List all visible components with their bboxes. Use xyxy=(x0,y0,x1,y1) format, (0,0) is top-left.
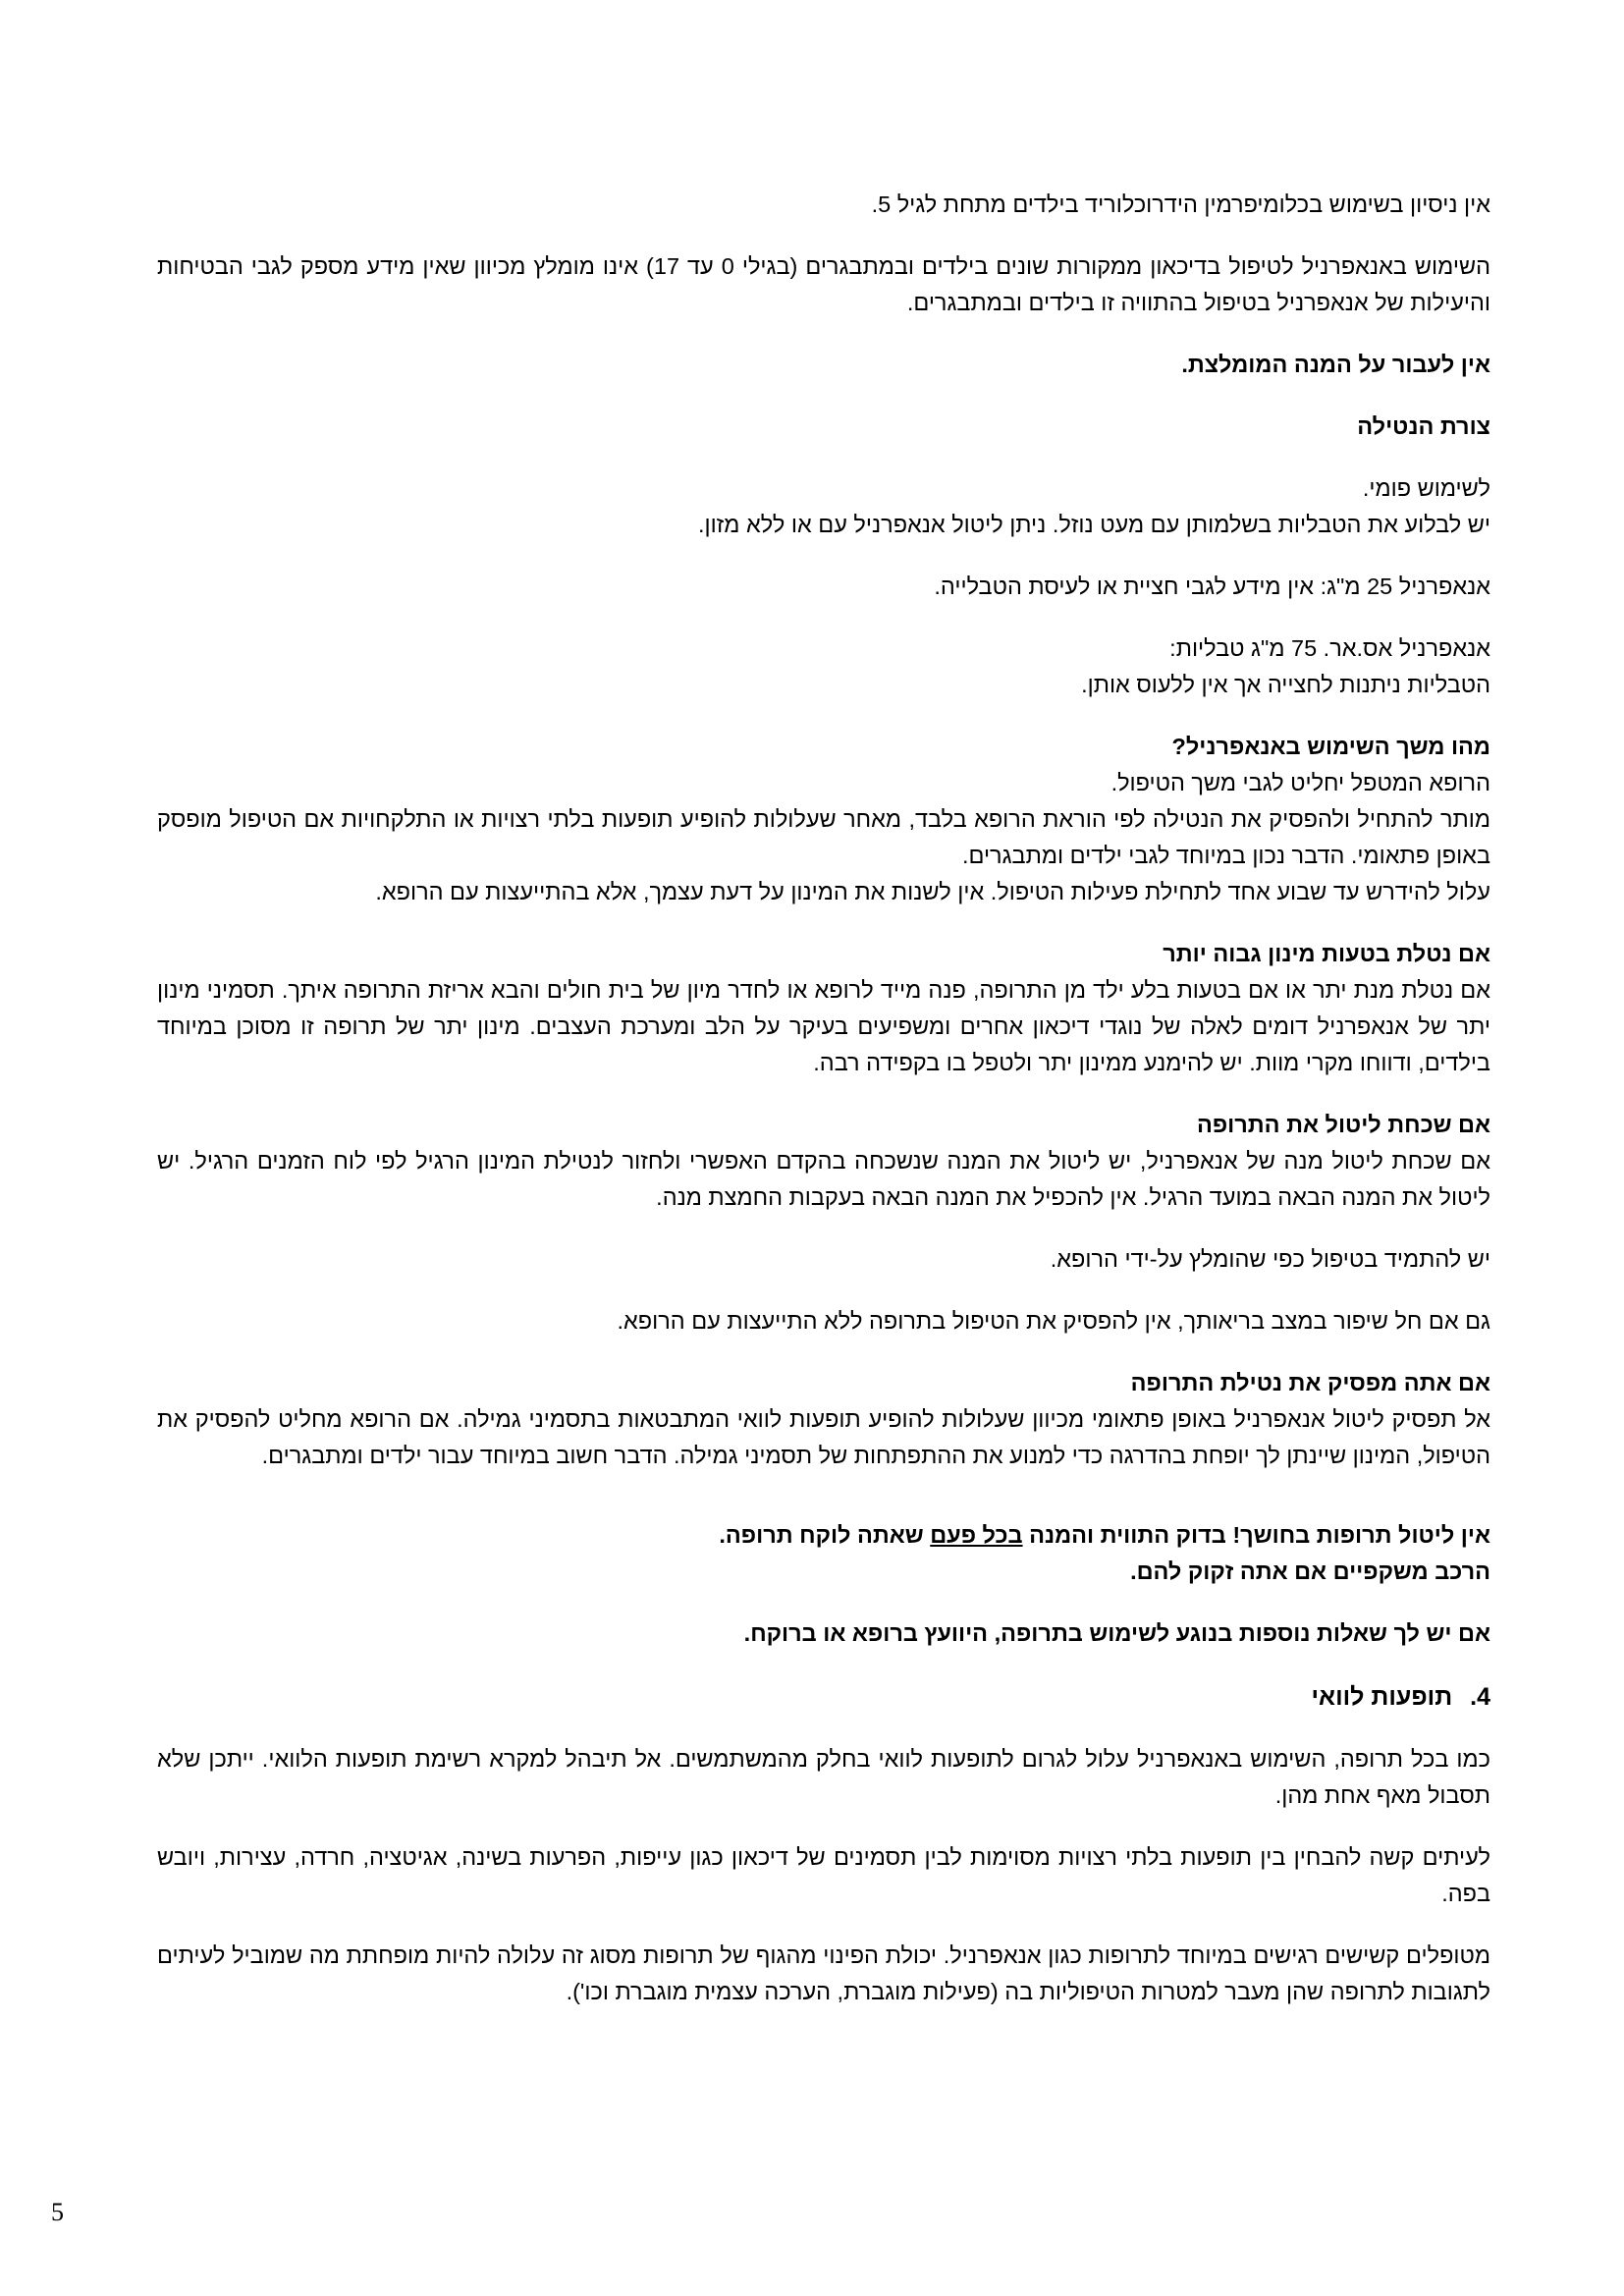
swallow-instructions: יש לבלוע את הטבליות בשלמותן עם מעט נוזל. ניתן ליטול אנאפרניל עם או ללא מזון. xyxy=(697,512,1490,537)
forgot-dose-text: אם שכחת ליטול מנה של אנאפרניל, יש ליטול את המנה שנשכחה בהקדם האפשרי ולחזור לנטילת המינון הרגיל לפי לוח הזמנים הרגיל. יש ליטול את המנה הבאה במועד הרגיל. אין להכפיל את המנה הבאה בעקבות החמצת מנה. xyxy=(157,1148,1490,1210)
duration-text-2: מותר להתחיל ולהפסיק את הנטילה לפי הוראת הרופא בלבד, מאחר שעלולות להופיע תופעות בלתי רצויות או התלקחויות אם הטיפול מופסק באופן פתאומי. הדבר נכון במיוחד לגבי ילדים ומתבגרים. xyxy=(157,806,1490,868)
darkness-warning-start: אין ליטול תרופות בחושך! בדוק התווית והמנה xyxy=(1022,1522,1490,1548)
stopping-text: אל תפסיק ליטול אנאפרניל באופן פתאומי מכיוון שעלולות להופיע תופעות לוואי המתבטאות בתסמיני גמילה. אם הרופא מחליט להפסיק את הטיפול, המינון שיינתן לך יופחת בהדרגה כדי למנוע את ההתפתחות של תסמיני גמילה. הדבר חשוב במיוחד עבור ילדים ומתבגרים. xyxy=(157,1406,1490,1468)
side-effects-elderly: מטופלים קשישים רגישים במיוחד לתרופות כגון אנאפרניל. יכולת הפינוי מהגוף של תרופות מסוג זה עלולה להיות מופחתת מה שמוביל לעיתים לתגובות לתרופה שהן מעבר למטרות הטיפוליות בה (פעילות מוגברת, הערכה עצמית מוגברת וכו'). xyxy=(157,1942,1490,2004)
overdose-heading: אם נטלת בטעות מינון גבוה יותר xyxy=(1163,941,1490,966)
side-effects-depression: לעיתים קשה להבחין בין תופעות בלתי רצויות מסוימות לבין תסמינים של דיכאון כגון עייפות, הפרעות בשינה, אגיטציה, חרדה, עצירות, ויובש בפה. xyxy=(157,1844,1490,1906)
child-age-note: אין ניסיון בשימוש בכלומיפרמין הידרוכלוריד בילדים מתחת לגיל 5. xyxy=(871,191,1490,217)
improvement-text: גם אם חל שיפור במצב בריאותך, אין להפסיק את הטיפול בתרופה ללא התייעצות עם הרופא. xyxy=(617,1308,1490,1334)
page-number: 5 xyxy=(51,2198,64,2226)
children-depression-note: השימוש באנאפרניל לטיפול בדיכאון ממקורות שונים בילדים ובמתבגרים (בגילי 0 עד 17) אינו מומלץ מכיוון שאין מידע מספק לגבי הבטיחות והיעילות של אנאפרניל בטיפול בהתוויה זו בילדים ובמתבגרים. xyxy=(157,253,1490,315)
stopping-heading: אם אתה מפסיק את נטילת התרופה xyxy=(1130,1370,1490,1395)
section-title: תופעות לוואי xyxy=(1311,1683,1453,1711)
darkness-warning-end: שאתה לוקח תרופה. xyxy=(719,1522,931,1548)
overdose-text: אם נטלת מנת יתר או אם בטעות בלע ילד מן התרופה, פנה מייד לרופא או לחדר מיון של בית חולים והבא אריזת התרופה איתך. תסמיני מינון יתר של אנאפרניל דומים לאלה של נוגדי דיכאון אחרים ומשפיעים בעיקר על הלב ומערכת העצבים. מינון יתר של תרופה זו מסוכן במיוחד בילדים, ודווחו מקרי מוות. יש להימנע ממינון יתר ולטפל בו בקפידה רבה. xyxy=(157,977,1490,1075)
duration-text-1: הרופא המטפל יחליט לגבי משך הטיפול. xyxy=(1110,770,1490,795)
sr75-text: הטבליות ניתנות לחצייה אך אין ללעוס אותן. xyxy=(1081,672,1490,697)
questions-note: אם יש לך שאלות נוספות בנוגע לשימוש בתרופה, היוועץ ברופא או ברוקח. xyxy=(743,1620,1490,1646)
mg25-note: אנאפרניל 25 מ"ג: אין מידע לגבי חציית או לעיסת הטבלייה. xyxy=(934,574,1490,599)
sr75-title: אנאפרניל אס.אר. 75 מ"ג טבליות: xyxy=(1169,635,1490,661)
persist-treatment-text: יש להתמיד בטיפול כפי שהומלץ על-ידי הרופא. xyxy=(1050,1246,1490,1272)
oral-use-text: לשימוש פומי. xyxy=(1362,475,1490,501)
section-4-heading xyxy=(157,1679,1490,1716)
duration-heading: מהו משך השימוש באנאפרניל? xyxy=(1171,734,1490,759)
administration-heading: צורת הנטילה xyxy=(1357,413,1490,439)
duration-text-3: עלול להידרש עד שבוע אחד לתחילת פעילות הטיפול. אין לשנות את המינון על דעת עצמך, אלא בהתייעצות עם הרופא. xyxy=(375,879,1490,904)
glasses-warning: הרכב משקפיים אם אתה זקוק להם. xyxy=(1130,1558,1490,1584)
darkness-warning-emphasis: בכל פעם xyxy=(930,1522,1023,1548)
document-page xyxy=(157,187,1490,2010)
darkness-warning xyxy=(157,1517,1490,1554)
forgot-dose-heading: אם שכחת ליטול את התרופה xyxy=(1196,1112,1490,1137)
no-exceed-dose-warning: אין לעבור על המנה המומלצת. xyxy=(1181,352,1490,377)
side-effects-intro: כמו בכל תרופה, השימוש באנאפרניל עלול לגרום לתופעות לוואי בחלק מהמשתמשים. אל תיבהל למקרא רשימת תופעות הלוואי. ייתכן שלא תסבול מאף אחת מהן. xyxy=(157,1746,1490,1808)
section-number: 4. xyxy=(1470,1683,1490,1711)
